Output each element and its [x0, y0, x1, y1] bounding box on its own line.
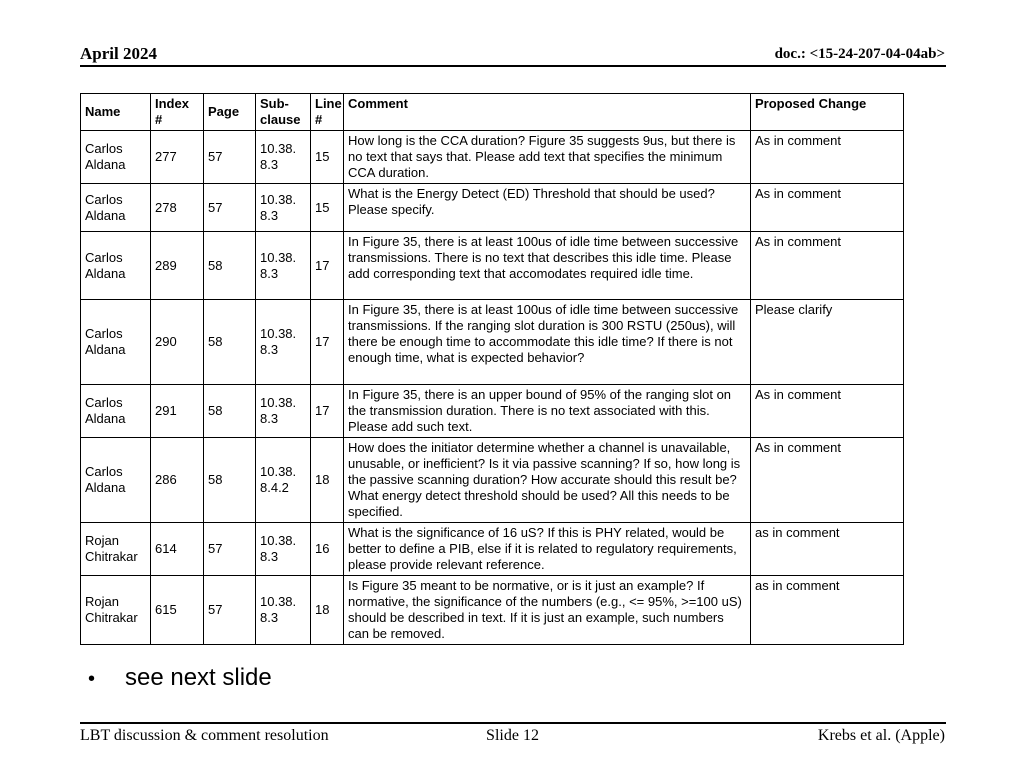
cell-comment: In Figure 35, there is at least 100us of idle time between successive transmissions. If the ranging slot duration is 300 RSTU (250us), will there be enough time to accommodate this idle time? If there is not enough time, what is expected behavior? [344, 300, 751, 385]
cell-subclause: 10.38.8.3 [256, 131, 311, 184]
cell-line: 15 [311, 131, 344, 184]
cell-subclause: 10.38.8.3 [256, 576, 311, 645]
cell-proposed-change: As in comment [751, 385, 904, 438]
cell-proposed-change: as in comment [751, 523, 904, 576]
col-header-subclause: Sub-clause [256, 94, 311, 131]
col-header-index: Index # [151, 94, 204, 131]
bullet-text: see next slide [125, 664, 272, 691]
bullet-item [88, 664, 272, 692]
cell-page: 58 [204, 438, 256, 523]
cell-name: Carlos Aldana [81, 131, 151, 184]
cell-line: 17 [311, 232, 344, 300]
cell-name: Rojan Chitrakar [81, 576, 151, 645]
cell-line: 17 [311, 385, 344, 438]
table-row [81, 576, 904, 645]
header-date: April 2024 [80, 44, 157, 63]
cell-comment: In Figure 35, there is at least 100us of idle time between successive transmissions. There is no text that describes this idle time. Please add corresponding text that accomodates required idle time. [344, 232, 751, 300]
bullet-icon: • [88, 668, 96, 690]
cell-subclause: 10.38.8.3 [256, 184, 311, 232]
cell-line: 17 [311, 300, 344, 385]
cell-index: 291 [151, 385, 204, 438]
table-row [81, 184, 904, 232]
cell-line: 16 [311, 523, 344, 576]
cell-name: Rojan Chitrakar [81, 523, 151, 576]
footer-rule [80, 722, 946, 724]
cell-line: 18 [311, 438, 344, 523]
cell-subclause: 10.38.8.3 [256, 300, 311, 385]
table-row [81, 438, 904, 523]
cell-index: 286 [151, 438, 204, 523]
cell-name: Carlos Aldana [81, 232, 151, 300]
cell-index: 614 [151, 523, 204, 576]
table-row [81, 131, 904, 184]
comment-resolution-table [80, 93, 904, 645]
cell-name: Carlos Aldana [81, 385, 151, 438]
cell-name: Carlos Aldana [81, 438, 151, 523]
cell-line: 15 [311, 184, 344, 232]
footer-slide-number: Slide 12 [486, 727, 539, 744]
cell-index: 278 [151, 184, 204, 232]
cell-page: 57 [204, 523, 256, 576]
cell-name: Carlos Aldana [81, 184, 151, 232]
cell-proposed-change: as in comment [751, 576, 904, 645]
cell-page: 58 [204, 232, 256, 300]
cell-line: 18 [311, 576, 344, 645]
cell-index: 290 [151, 300, 204, 385]
cell-proposed-change: As in comment [751, 232, 904, 300]
cell-page: 57 [204, 184, 256, 232]
cell-proposed-change: As in comment [751, 131, 904, 184]
cell-name: Carlos Aldana [81, 300, 151, 385]
cell-subclause: 10.38.8.3 [256, 232, 311, 300]
cell-comment: How does the initiator determine whether a channel is unavailable, unusable, or inefficient? Is it via passive scanning? If so, how long is the passive scanning duration? How accurate should this result be? What energy detect threshold should be used? All this needs to be specified. [344, 438, 751, 523]
col-header-page: Page [204, 94, 256, 131]
table-row [81, 523, 904, 576]
cell-comment: How long is the CCA duration? Figure 35 suggests 9us, but there is no text that says that. Please add text that specifies the minimum CCA duration. [344, 131, 751, 184]
cell-subclause: 10.38.8.4.2 [256, 438, 311, 523]
table-row [81, 232, 904, 300]
cell-proposed-change: Please clarify [751, 300, 904, 385]
table-row [81, 385, 904, 438]
cell-subclause: 10.38.8.3 [256, 385, 311, 438]
col-header-name: Name [81, 94, 151, 131]
cell-comment: In Figure 35, there is an upper bound of 95% of the ranging slot on the transmission duration. There is no text associated with this. Please add such text. [344, 385, 751, 438]
cell-proposed-change: As in comment [751, 438, 904, 523]
cell-proposed-change: As in comment [751, 184, 904, 232]
col-header-comment: Comment [344, 94, 751, 131]
table-header-row [81, 94, 904, 131]
cell-page: 57 [204, 576, 256, 645]
header-doc-number: doc.: <15-24-207-04-04ab> [774, 46, 945, 62]
cell-comment: Is Figure 35 meant to be normative, or is it just an example? If normative, the significance of the numbers (e.g., <= 95%, >=100 uS) should be described in text. If it is just an example, such numbers can be removed. [344, 576, 751, 645]
cell-page: 58 [204, 300, 256, 385]
footer-author: Krebs et al. (Apple) [817, 727, 945, 744]
footer-title: LBT discussion & comment resolution [80, 727, 329, 744]
cell-page: 58 [204, 385, 256, 438]
cell-index: 615 [151, 576, 204, 645]
cell-index: 289 [151, 232, 204, 300]
cell-comment: What is the significance of 16 uS? If this is PHY related, would be better to define a PIB, else if it is related to regulatory requirements, please provide relevant reference. [344, 523, 751, 576]
col-header-proposed-change: Proposed Change [751, 94, 904, 131]
cell-index: 277 [151, 131, 204, 184]
cell-page: 57 [204, 131, 256, 184]
cell-comment: What is the Energy Detect (ED) Threshold that should be used? Please specify. [344, 184, 751, 232]
header-rule [80, 65, 946, 67]
footer [80, 727, 945, 745]
col-header-line: Line # [311, 94, 344, 131]
cell-subclause: 10.38.8.3 [256, 523, 311, 576]
table-row [81, 300, 904, 385]
